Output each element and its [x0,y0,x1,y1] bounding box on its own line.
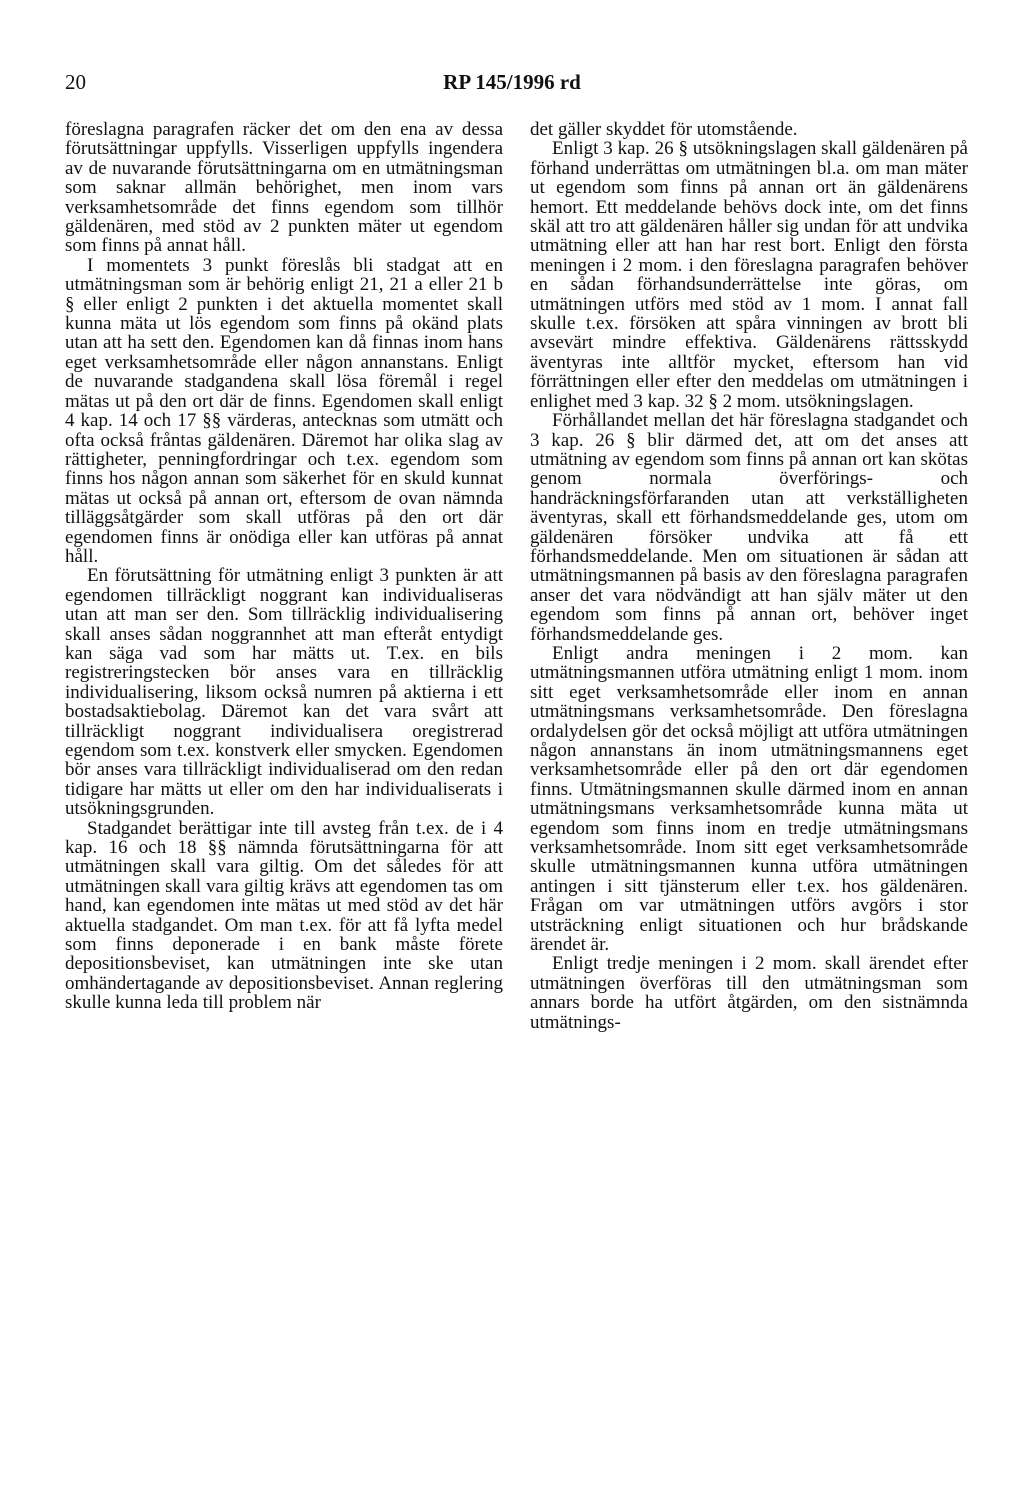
paragraph: föreslagna paragrafen räcker det om den ena av dessa förutsättningar uppfylls. Visserligen uppfylls ingendera av de nuvarande förutsättningarna om en utmätningsman som saknar allmän behörighet, men inom vars verksamhetsområde det finns egendom som tillhör gäldenären, med stöd av 2 punkten mäter ut egendom som finns på annat håll. [65,119,503,257]
paragraph: Förhållandet mellan det här föreslagna stadgandet och 3 kap. 26 § blir därmed det, att om det anses att utmätning av egendom som finns på annan ort kan skötas genom normala överförings- och handräckningsförfaranden utan att verkställigheten äventyras, skall ett förhandsmeddelande ges, utom om gäldenären försöker undvika att få ett förhandsmeddelande. Men om situationen är sådan att utmätningsmannen på basis av den föreslagna paragrafen anser det vara nödvändigt att han själv mäter ut den egendom som finns på annan ort, behöver inget förhandsmeddelande ges. [530,410,968,645]
paragraph: det gäller skyddet för utomstående. [530,119,798,140]
paragraph: Enligt tredje meningen i 2 mom. skall ärendet efter utmätningen överföras till den utmätningsman som annars borde ha utfört åtgärden, om den sistnämnda utmätnings- [530,953,968,1033]
left-column [65,120,503,1013]
paragraph: En förutsättning för utmätning enligt 3 punkten är att egendomen tillräckligt noggrant kan individualiseras utan att man ser den. Som tillräcklig individualisering skall anses sådan noggrannhet att man efteråt entydigt kan säga vad som har mätts ut. T.ex. en bils registreringstecken bör anses vara en tillräcklig individualisering, liksom också numren på aktierna i ett bostadsaktiebolag. Däremot kan det vara svårt att tillräckligt noggrant individualisera oregistrerad egendom som t.ex. konstverk eller smycken. Egendomen bör anses vara tillräckligt individualiserad om den redan tidigare har mätts ut eller om den har individualiserats i utsökningsgrunden. [65,565,503,820]
paragraph: Enligt 3 kap. 26 § utsökningslagen skall gäldenären på förhand underrättas om utmätningen bl.a. om man mäter ut egendom som finns på annan ort än gäldenärens hemort. Ett meddelande behövs dock inte, om det finns skäl att tro att gäldenären håller sig undan för att undvika utmätning eller att han har rest bort. Enligt den första meningen i 2 mom. i den föreslagna paragrafen behöver en sådan förhandsunderrättelse inte göras, om utmätningen utförs med stöd av 1 mom. I annat fall skulle t.ex. försöken att spåra vinningen av brott bli avsevärt mindre effektiva. Gäldenärens rättsskydd äventyras inte alltför mycket, eftersom han vid förrättningen eller efter den meddelas om utmätningen i enlighet med 3 kap. 32 § 2 mom. utsökningslagen. [530,138,968,412]
right-column [530,120,968,1032]
page-number: 20 [65,70,86,94]
paragraph: Enligt andra meningen i 2 mom. kan utmätningsmannen utföra utmätning enligt 1 mom. inom sitt eget verksamhetsområde eller inom en annan utmätningsmans verksamhetsområde. Den föreslagna ordalydelsen gör det också möjligt att utföra utmätningen någon annanstans än inom utmätningsmannens eget verksamhetsområde eller på den ort där egendomen finns. Utmätningsmannen skulle därmed inom en annan utmätningsmans verksamhetsområde kunna mäta ut egendom som finns inom en tredje utmätningsmans verksamhetsområde. Inom sitt eget verksamhetsområde skulle utmätningsmannen kunna utföra utmätningen antingen i sitt tjänsterum eller t.ex. hos gäldenären. Frågan om var utmätningen utförs avgörs i stor utsträckning enligt situationen och hur brådskande ärendet är. [530,642,968,956]
paragraph: I momentets 3 punkt föreslås bli stadgat att en utmätningsman som är behörig enligt 21, 21 a eller 21 b § eller enligt 2 punkten i det aktuella momentet skall kunna mäta ut lös egendom som finns på okänd plats utan att ha sett den. Egendomen kan då finnas inom hans eget verksamhetsområde eller någon annanstans. Enligt de nuvarande stadgandena skall lösa föremål i regel mätas ut på den ort där de finns. Egendomen skall enligt 4 kap. 14 och 17 §§ värderas, antecknas som utmätt och ofta också fråntas gäldenären. Däremot har olika slag av rättigheter, penningfordringar och t.ex. egendom som finns hos någon annan som säkerhet för en skuld kunnat mätas ut också på annan ort, eftersom de ovan nämnda tilläggsåtgärder som skall utföras på den ort där egendomen finns är onödiga eller kan utföras på annat håll. [65,254,503,567]
running-title: RP 145/1996 rd [443,70,581,94]
paragraph: Stadgandet berättigar inte till avsteg från t.ex. de i 4 kap. 16 och 18 §§ nämnda förutsättningarna för att utmätningen skall vara giltig. Om det således för att utmätningen skall vara giltig krävs att egendomen tas om hand, kan egendomen inte mätas ut med stöd av det här aktuella stadgandet. Om man t.ex. för att få lyfta medel som finns deponerade i en bank måste förete depositionsbeviset, kan utmätningen inte ske utan omhändertagande av depositionsbeviset. Annan reglering skulle kunna leda till problem när [65,817,503,1014]
